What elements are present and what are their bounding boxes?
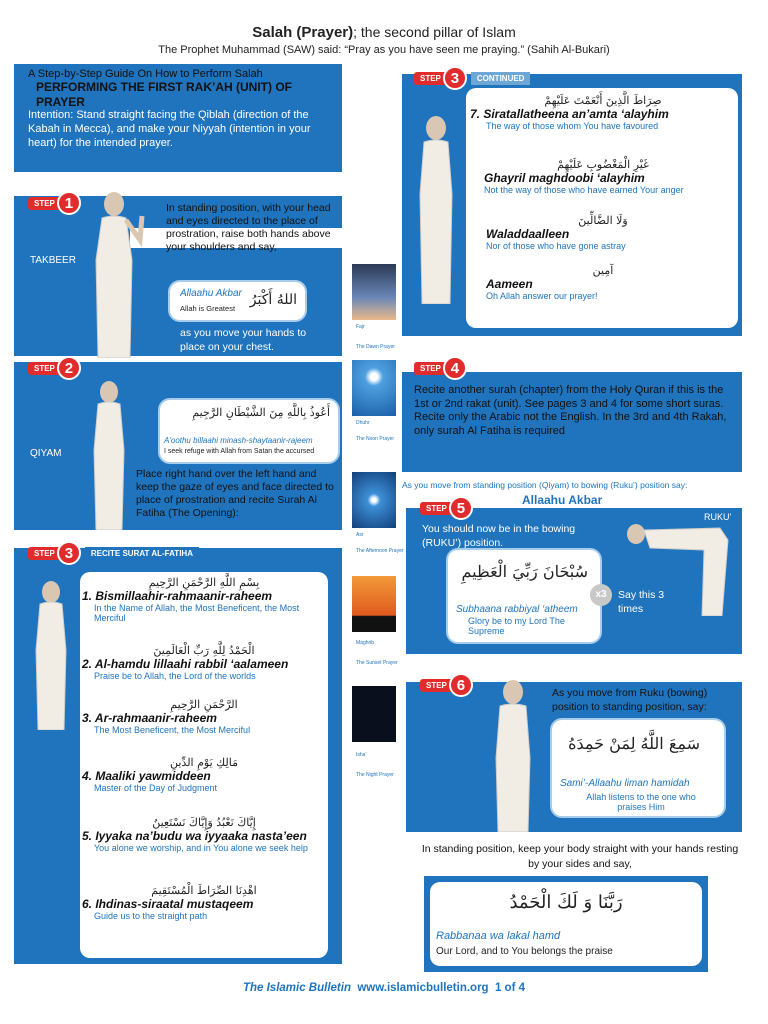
itidal-arabic: سَمِعَ اللَّهُ لِمَنْ حَمِدَهُ <box>568 734 700 753</box>
page-title: Salah (Prayer); the second pillar of Islam <box>252 24 516 41</box>
final-card <box>430 882 702 966</box>
takbeer-meaning: Allah is Greatest <box>180 304 236 313</box>
ruku-takbeer: Allaahu Akbar <box>522 493 603 507</box>
isha-label: The Night Prayer <box>356 772 394 778</box>
fatiha-item: إِيَّاكَ نَعْبُدُ وَإِيَّاكَ نَسْتَعِينُ 5. Iyyaka na’budu wa iyyaaka nasta’een You alone we worship, and in You alone we seek help <box>82 816 308 853</box>
continued-item: غَيْرِ الْمَغْضُوبِ عَلَيْهِمْ Ghayril maghdoobi ‘alayhim Not the way of those who have earned Your anger <box>484 158 684 195</box>
fatiha-item: الْحَمْدُ لِلَّهِ رَبِّ الْعَالَمِينَ 2. Al-hamdu lillaahi rabbil ‘aalameen Praise be to Allah, the Lord of the worlds <box>82 644 289 681</box>
maghrib-name: Maghrib <box>356 640 375 646</box>
dhuhr-label: The Noon Prayer <box>356 436 395 442</box>
maghrib-image <box>352 576 396 632</box>
asr-label: The Afternoon Prayer <box>356 548 404 554</box>
fatiha-list <box>82 576 326 934</box>
takbeer-label: TAKBEER <box>30 255 76 266</box>
page-number: 1 of 4 <box>494 982 526 994</box>
continued-list <box>470 94 736 310</box>
qiyam-translit: A'oothu billaahi minash-shaytaanir-rajeem <box>164 436 313 445</box>
step3c-badge: STEP 3 CONTINUED <box>414 66 530 90</box>
qiyam-label: QIYAM <box>30 448 62 459</box>
step5-badge: STEP 5 <box>420 496 473 520</box>
fatiha-item: اهْدِنَا الصِّرَاطَ الْمُسْتَقِيمَ 6. Ihdinas-siraatal mustaqeem Guide us to the straight path <box>82 884 257 921</box>
step4-badge: STEP 4 <box>414 356 467 380</box>
fatiha-item: الرَّحْمَنِ الرَّحِيمِ 3. Ar-rahmaanir-raheem The Most Beneficent, the Most Merciful <box>82 698 251 735</box>
continued-item: آمِين Aameen Oh Allah answer our prayer! <box>486 264 614 301</box>
step3-badge: STEP 3 RECITE SURAT AL-FATIHA <box>28 541 199 565</box>
footer-name: The Islamic Bulletin <box>242 982 351 994</box>
step2-text: Place right hand over the left hand and keep the gaze of eyes and face directed to place of prostration and recite Surah Al Fatiha (The Opening): <box>136 468 334 519</box>
ruku-transition: As you move from standing position (Qiyam) to bowing (Ruku’) position say: <box>402 480 688 490</box>
times-text: Say this 3 times <box>618 589 665 615</box>
step4-text: Recite another surah (chapter) from the Holy Quran if this is the 1st or 2nd rakat (unit). See pages 3 and 4 for some short suras. Recite only the Arabic not the English. In the 3rd and 4th Rakah, only surah Al Fatiha is required <box>414 384 727 437</box>
continued-item: وَلَا الضَّالِّينَ Waladdaalleen Nor of those who have gone astray <box>486 214 628 251</box>
continued-figure <box>410 114 462 304</box>
takbeer-translit: Allaahu Akbar <box>180 288 242 299</box>
final-arabic: رَبَّنَا وَ لَكَ الْحَمْدُ <box>509 892 623 913</box>
fajr-label: The Dawn Prayer <box>356 344 395 350</box>
final-translit: Rabbanaa wa lakal hamd <box>436 930 561 942</box>
step6-badge: STEP 6 <box>420 673 473 697</box>
ruku-bubble <box>448 550 600 642</box>
asr-name: Asr <box>356 532 364 538</box>
fatiha-item: مَالِكِ يَوْمِ الدِّينِ 4. Maaliki yawmiddeen Master of the Day of Judgment <box>82 756 239 793</box>
fatiha-item: بِسْمِ اللَّهِ الرَّحْمَنِ الرَّحِيمِ 1. Bismillaahir-rahmaanir-raheem In the Name of Allah, the Most Beneficent, the Most Merciful <box>82 576 300 623</box>
ruku-arabic: سُبْحَانَ رَبِّيَ الْعَظِيمِ <box>461 562 588 581</box>
intention-text: Intention: Stand straight facing the Qiblah (direction of the Kabah in Mecca), and make your Niyyah (intention in your heart) for the intended prayer. <box>28 109 311 149</box>
step1-after: as you move your hands to place on your chest. <box>180 327 307 353</box>
prophet-quote: The Prophet Muhammad (SAW) said: “Pray as you have seen me praying.” (Sahih Al-Bukari) <box>158 44 610 56</box>
qiyam-meaning: I seek refuge with Allah from Satan the accursed <box>164 448 315 455</box>
times-badge: x3 <box>590 584 612 606</box>
ruku-meaning: Glory be to my Lord The Supreme <box>468 616 565 636</box>
step5-text: You should now be in the bowing (RUKU’) position. <box>422 523 576 549</box>
dhuhr-name: Dhuhr <box>356 420 370 426</box>
asr-image <box>352 472 396 528</box>
takbeer-figure <box>80 190 150 358</box>
step6-after: In standing position, keep your body straight with your hands resting by your sides and say, <box>421 843 739 870</box>
ruku-translit: Subhaana rabbiyal ‘atheem <box>456 604 578 615</box>
qiyam-arabic: أَعُوذُ بِاللَّهِ مِنَ الشَّيْطَانِ الرَّجِيمِ <box>192 406 330 419</box>
continued-item: صِرَاطَ الَّذِينَ أَنْعَمْتَ عَلَيْهِمْ 7. Siratallatheena an’amta ‘alayhim The way of those whom You have favoured <box>470 94 669 131</box>
guide-label: A Step-by-Step Guide On How to Perform Salah <box>28 68 263 80</box>
final-meaning: Our Lord, and to You belongs the praise <box>436 946 613 957</box>
itidal-meaning: Allah listens to the one who praises Him <box>586 792 696 812</box>
maghrib-label: The Sunset Prayer <box>356 660 398 666</box>
intro-box <box>14 64 342 172</box>
step2-badge: STEP 2 <box>28 356 81 380</box>
takbeer-bubble <box>170 282 305 320</box>
itidal-figure <box>488 678 538 832</box>
itidal-bubble <box>552 720 724 816</box>
intro-heading: PERFORMING THE FIRST RAK’AH (UNIT) OF PRAYER <box>36 80 292 109</box>
fajr-image <box>352 264 396 320</box>
ruku-label: RUKU’ <box>704 512 732 522</box>
footer <box>0 982 768 994</box>
isha-name: Isha' <box>356 752 367 758</box>
fatiha-figure <box>28 580 74 730</box>
isha-image <box>352 686 396 742</box>
footer-url[interactable]: www.islamicbulletin.org <box>357 982 489 994</box>
step6-text: As you move from Ruku (bowing) position to standing position, say: <box>552 687 708 713</box>
step1-badge: STEP 1 <box>28 191 81 215</box>
takbeer-arabic: اللهُ أَكْبَرُ <box>249 292 297 308</box>
fajr-name: Fajr <box>356 324 365 330</box>
step1-text: In standing position, with your head and eyes directed to the place of prostration, raise both hands above your shoulders and say, <box>166 202 331 253</box>
dhuhr-image <box>352 360 396 416</box>
qiyam-bubble <box>160 400 338 462</box>
itidal-translit: Sami’-Allaahu liman hamidah <box>560 778 690 789</box>
qiyam-figure <box>84 380 134 530</box>
